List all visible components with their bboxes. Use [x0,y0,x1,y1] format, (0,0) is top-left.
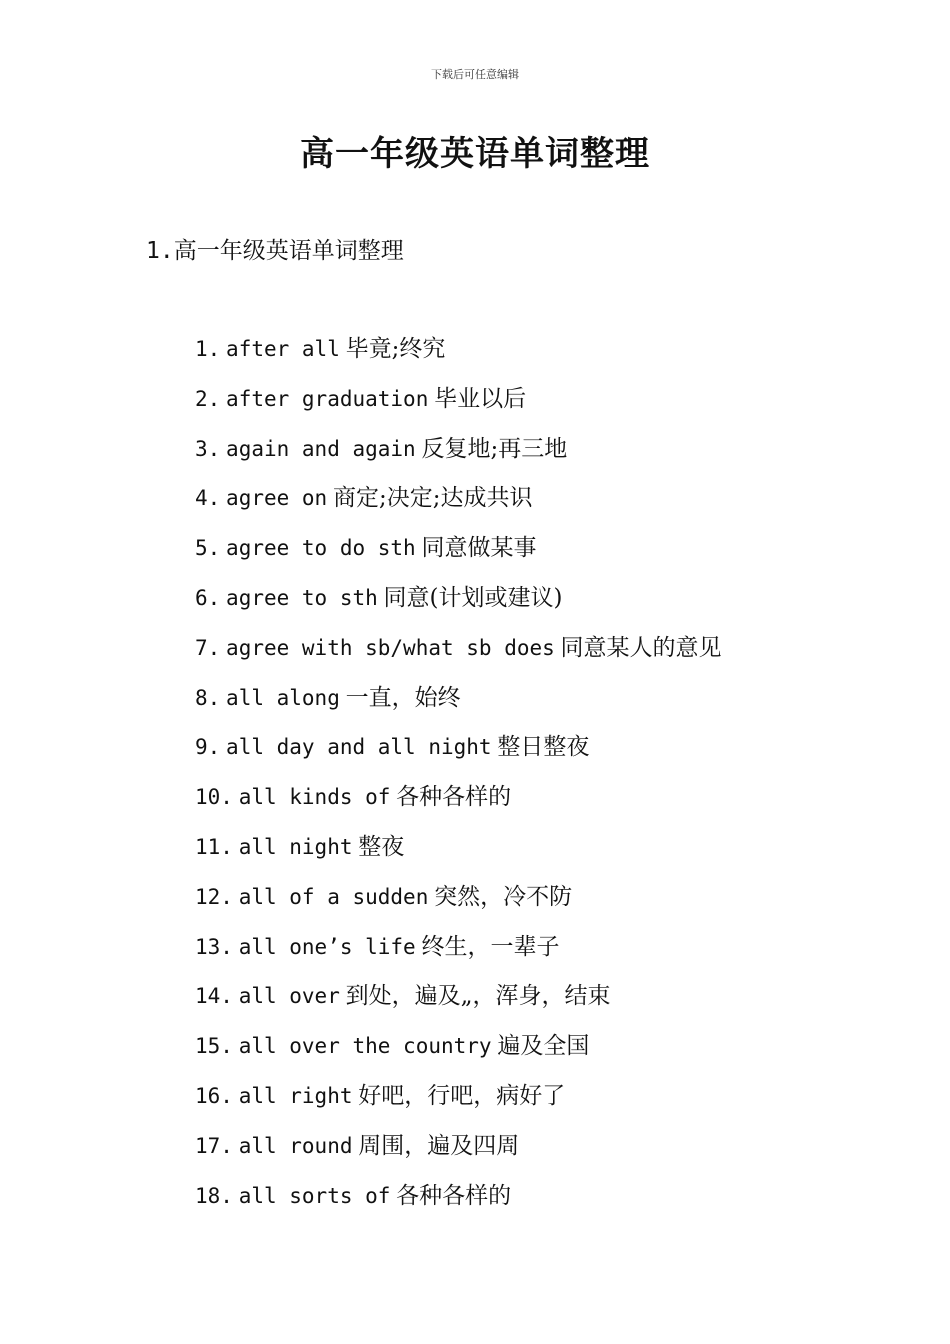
list-item [195,832,722,882]
item-number: 9. [195,735,221,760]
chinese-meaning: 整日整夜 [497,734,590,761]
list-item [195,932,722,982]
list-item [195,683,722,733]
english-phrase: agree to sth [226,585,378,610]
list-item [195,882,722,932]
chinese-meaning: 好吧，行吧，病好了 [358,1082,566,1109]
item-number: 13. [195,934,233,959]
list-item [195,1181,722,1231]
chinese-meaning: 各种各样的 [396,784,512,811]
list-item [195,981,722,1031]
item-number: 4. [195,486,221,511]
item-number: 8. [195,685,221,710]
english-phrase: all over the country [238,1034,492,1059]
chinese-meaning: 反复地;再三地 [421,435,568,462]
list-item [195,782,722,832]
chinese-meaning: 同意做某事 [421,535,537,562]
list-item [195,434,722,484]
english-phrase: after graduation [226,386,429,411]
item-number: 5. [195,536,221,561]
chinese-meaning: 一直，始终 [345,684,461,711]
section-heading [146,232,404,265]
english-phrase: again and again [226,436,416,461]
item-number: 2. [195,386,221,411]
chinese-meaning: 整夜 [358,833,405,860]
english-phrase: all of a sudden [238,884,429,909]
item-number: 3. [195,436,221,461]
item-number: 10. [195,785,233,810]
chinese-meaning: 遍及全国 [497,1033,590,1060]
english-phrase: all day and all night [226,735,492,760]
item-number: 6. [195,585,221,610]
chinese-meaning: 毕竟;终究 [345,336,446,362]
english-phrase: all sorts of [238,1183,391,1208]
chinese-meaning: 同意某人的意见 [560,634,722,661]
document-title: 高一年级英语单词整理 [300,134,650,174]
item-number: 7. [195,635,221,660]
list-item [195,483,722,533]
english-phrase: all over [238,984,340,1009]
list-item [195,1131,722,1181]
item-number: 12. [195,884,233,909]
item-number: 1. [195,337,221,361]
chinese-meaning: 商定;决定;达成共识 [332,485,533,512]
chinese-meaning: 终生，一辈子 [421,933,560,960]
item-number: 11. [195,834,233,859]
section-heading-text: 高一年级英语单词整理 [173,238,404,264]
english-phrase: after all [226,337,340,361]
chinese-meaning: 突然，冷不防 [434,883,573,910]
list-item [195,583,722,633]
page-header-note: 下载后可任意编辑 [431,68,519,81]
english-phrase: all round [238,1133,353,1158]
list-item [195,1031,722,1081]
item-number: 15. [195,1034,233,1059]
item-number: 18. [195,1183,233,1208]
vocabulary-list [195,334,722,1230]
english-phrase: all night [238,834,353,859]
english-phrase: all one’s life [238,934,416,959]
english-phrase: all kinds of [238,785,391,810]
chinese-meaning: 到处，遍及„，浑身，结束 [345,983,611,1010]
item-number: 14. [195,984,233,1009]
list-item [195,384,722,434]
section-number: 1. [146,238,174,264]
english-phrase: all right [238,1083,353,1108]
chinese-meaning: 毕业以后 [434,385,527,412]
chinese-meaning: 各种各样的 [396,1182,512,1209]
english-phrase: all along [226,685,340,710]
english-phrase: agree on [226,486,328,511]
list-item [195,732,722,782]
list-item [195,533,722,583]
list-item [195,334,722,384]
english-phrase: agree to do sth [226,536,416,561]
english-phrase: agree with sb/what sb does [226,635,555,660]
list-item [195,1081,722,1131]
item-number: 17. [195,1133,233,1158]
chinese-meaning: 周围，遍及四周 [358,1132,520,1159]
list-item [195,633,722,683]
chinese-meaning: 同意(计划或建议) [383,584,563,611]
item-number: 16. [195,1083,233,1108]
